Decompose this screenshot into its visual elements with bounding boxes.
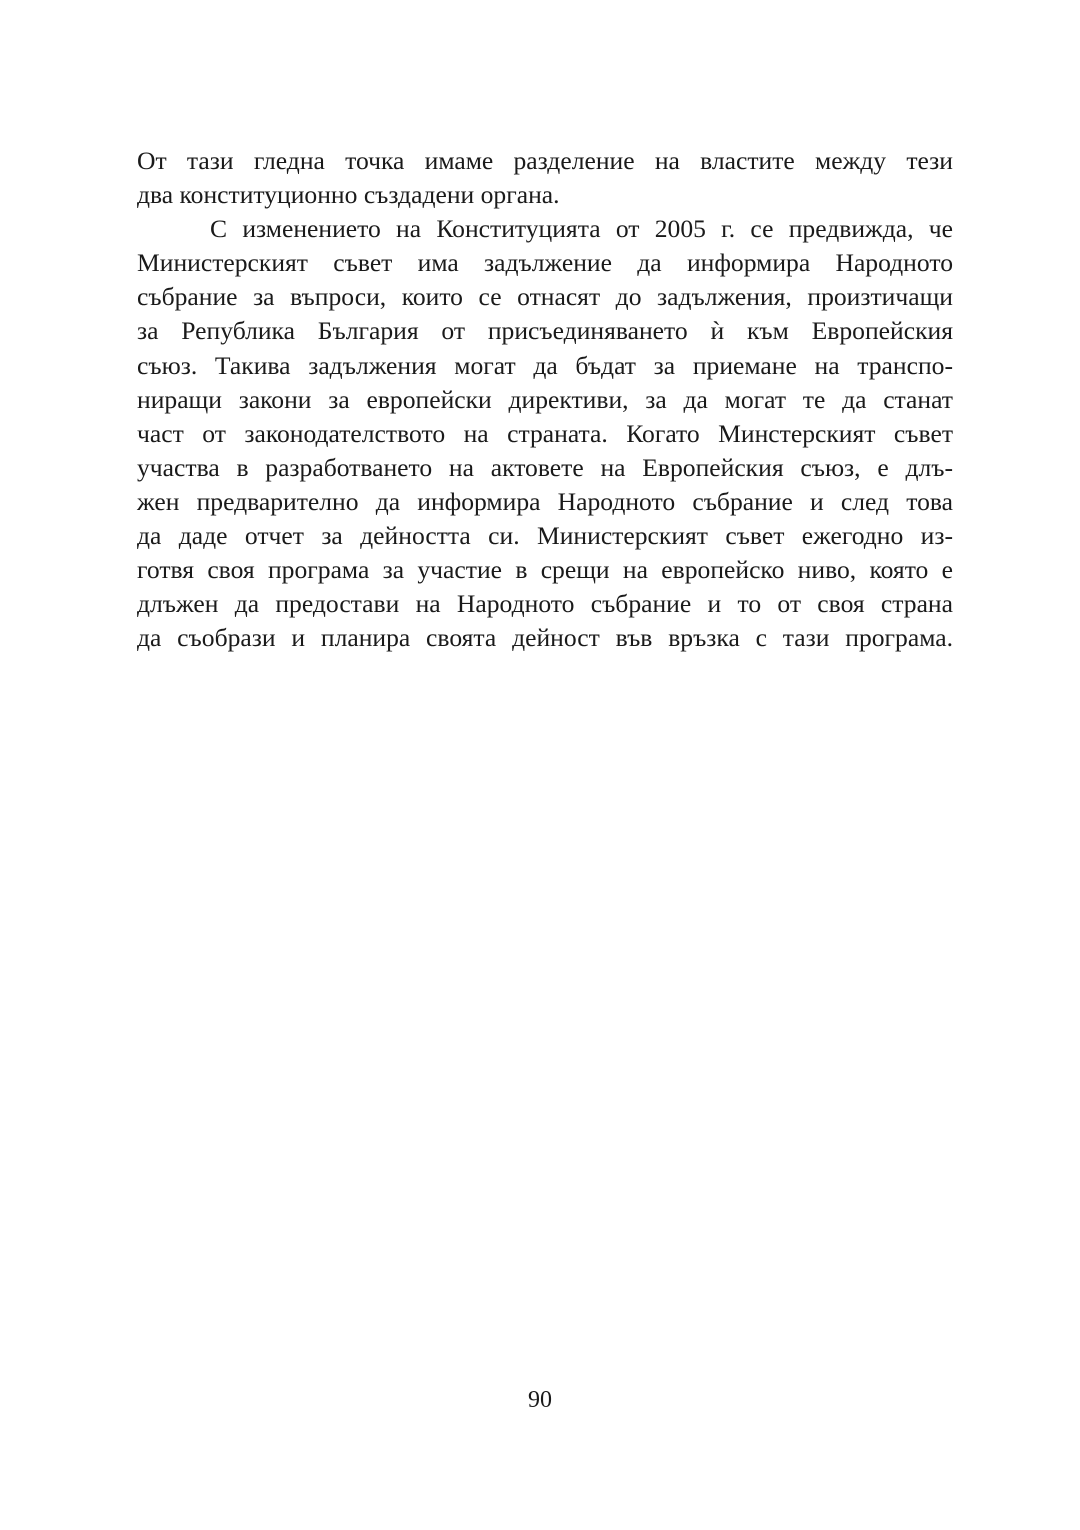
body-text bbox=[137, 144, 953, 655]
text-line: жен предварително да информира Народното събрание и след това bbox=[137, 486, 953, 516]
text-line: част от законодателството на страната. Когато Минстерският съвет bbox=[137, 418, 953, 448]
text-line: да даде отчет за дейността си. Министерският съвет ежегодно из- bbox=[137, 521, 953, 551]
text-line: От тази гледна точка имаме разделение на властите между тези bbox=[137, 146, 953, 175]
text-line: готвя своя програма за участие в срещи на европейско ниво, която е bbox=[137, 555, 953, 585]
text-line: за Република България от присъединяването ѝ към Европейския bbox=[137, 316, 953, 346]
page-number: 90 bbox=[528, 1387, 552, 1413]
text-line: събрание за въпроси, които се отнасят до задължения, произтичащи bbox=[137, 282, 953, 312]
text-line: С изменението на Конституцията от 2005 г. се предвижда, че bbox=[210, 214, 953, 244]
text-line: длъжен да предостави на Народното събрание и то от своя страна bbox=[137, 589, 953, 619]
text-line: съюз. Такива задължения могат да бъдат за приемане на транспо- bbox=[137, 350, 953, 380]
text-line: два конституционно създадени органа. bbox=[137, 180, 560, 210]
text-line: участва в разработването на актовете на Европейския съюз, е длъ- bbox=[137, 452, 953, 482]
text-line: Министерският съвет има задължение да информира Народното bbox=[137, 248, 953, 278]
text-line: да съобрази и планира своята дейност във връзка с тази програма. bbox=[137, 623, 953, 653]
text-line: ниращи закони за европейски директиви, за да могат те да станат bbox=[137, 384, 953, 414]
